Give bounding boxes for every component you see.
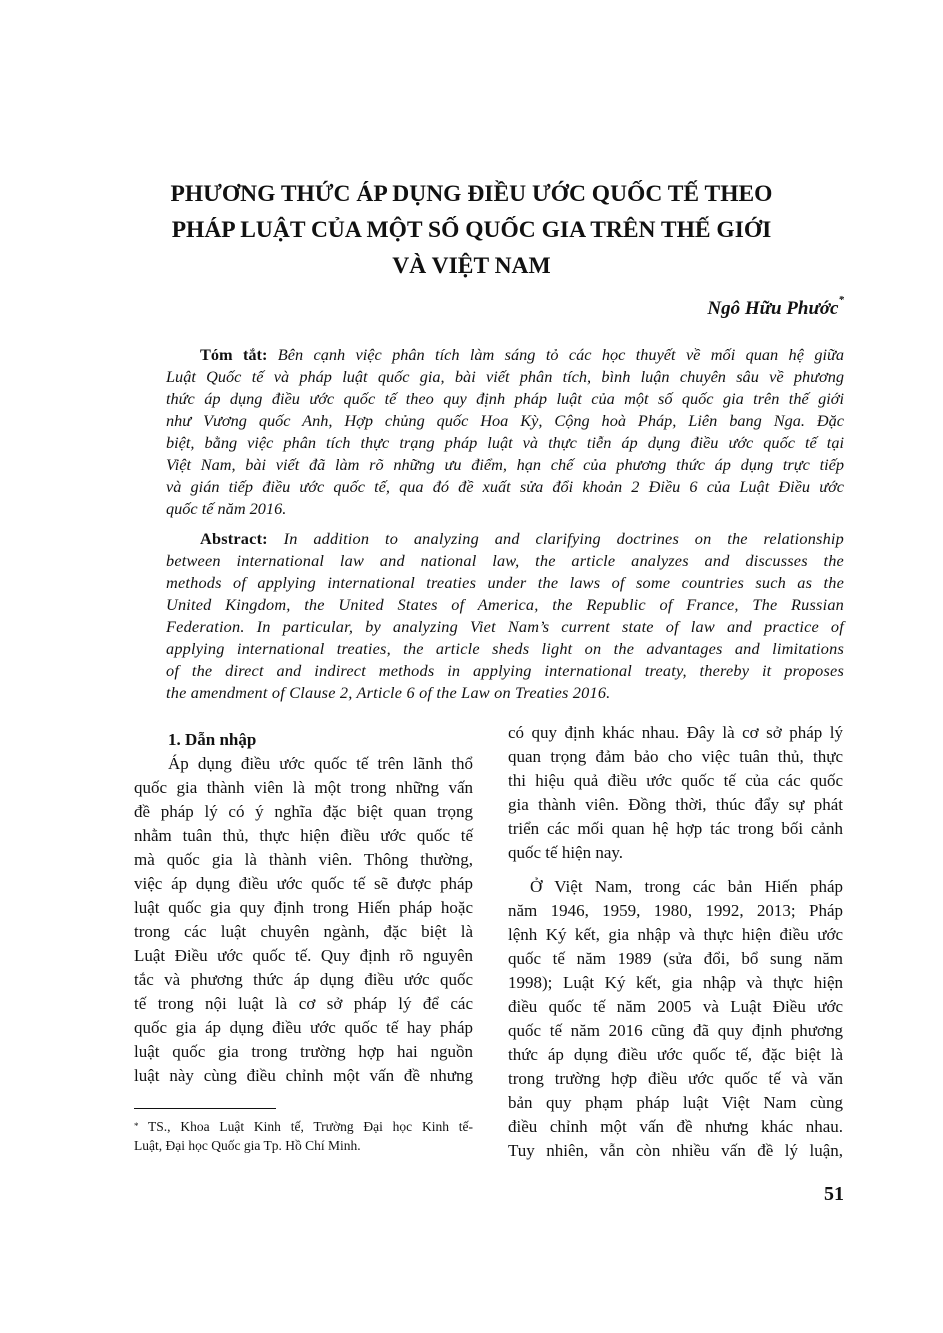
left-column xyxy=(134,728,473,1088)
body-line: đề pháp lý có ý nghĩa đặc biệt quan trọng xyxy=(134,802,473,821)
body-line: thi hiệu quả điều ước quốc tế của các quốc xyxy=(508,771,843,790)
body-line: tắc và phương thức áp dụng điều ước quốc xyxy=(134,970,473,989)
author-text: Ngô Hữu Phước xyxy=(707,298,839,319)
body-line: điều quốc tế năm 2005 và Luật Điều ước xyxy=(508,997,843,1016)
footnote-mark: * xyxy=(134,1121,139,1131)
body-line: lệnh Ký kết, gia nhập và thực hiện điều ước xyxy=(508,925,843,944)
summary-line: thức áp dụng điều ước quốc tế theo quy định pháp luật của một số quốc gia trên thế giới xyxy=(166,389,844,408)
body-line: nhằm tuân thủ, thực hiện điều ước quốc tế xyxy=(134,826,473,845)
body-line: quan trọng đảm bảo cho việc tuân thủ, thực xyxy=(508,747,843,766)
body-line: mà quốc gia là thành viên. Thông thường, xyxy=(134,850,473,869)
body-line: bản quy phạm pháp luật Việt Nam cùng xyxy=(508,1093,843,1112)
body-line: năm 1946, 1959, 1980, 1992, 2013; Pháp xyxy=(508,901,843,920)
abstract-line: the amendment of Clause 2, Article 6 of the Law on Treaties 2016. xyxy=(166,683,611,702)
body-line: luật này cùng điều chỉnh một vấn đề nhưng xyxy=(134,1066,473,1085)
summary-line: Tóm tắt: Bên cạnh việc phân tích làm sáng tỏ các học thuyết về mối quan hệ giữa xyxy=(200,345,845,364)
body-line: điều chỉnh một vấn đề nhưng khác nhau. xyxy=(508,1117,843,1136)
summary-line: Luật Quốc tế và pháp luật quốc gia, bài viết phân tích, bình luận chuyên sâu về phương xyxy=(166,367,844,386)
abstract-line: applying international treaties, the article sheds light on the advantages and limitations xyxy=(166,639,844,658)
summary-vietnamese xyxy=(166,344,844,520)
body-line: luật quốc gia quy định trong Hiến pháp hoặc xyxy=(134,898,473,917)
footnote-divider xyxy=(134,1108,276,1109)
page-number: 51 xyxy=(824,1183,844,1205)
author-footnote-mark: * xyxy=(838,294,844,306)
body-line: triển các mối quan hệ hợp tác trong bối cảnh xyxy=(508,819,843,838)
summary-line: quốc tế năm 2016. xyxy=(166,499,287,518)
body-line: quốc gia thành viên là một trong những vấn xyxy=(134,778,473,797)
abstract-line: between international law and national law, the article analyzes and discusses the xyxy=(166,551,844,570)
body-line: có quy định khác nhau. Đây là cơ sở pháp lý xyxy=(508,723,843,742)
summary-english xyxy=(166,528,844,704)
footnote-line: Luật, Đại học Quốc gia Tp. Hồ Chí Minh. xyxy=(134,1138,361,1153)
title-line: VÀ VIỆT NAM xyxy=(392,253,551,279)
body-line: Ở Việt Nam, trong các bản Hiến pháp xyxy=(530,877,843,896)
body-line: việc áp dụng điều ước quốc tế sẽ được pháp xyxy=(134,874,473,893)
summary-line: Việt Nam, bài viết đã làm rõ những ưu điểm, hạn chế của phương thức áp dụng trực tiếp xyxy=(166,455,844,474)
body-line: luật quốc gia trong trường hợp hai nguồn xyxy=(134,1042,473,1061)
footnote xyxy=(134,1117,473,1155)
summary-label: Tóm tắt: xyxy=(200,345,268,364)
body-line: tế trong nội luật là cơ sở pháp lý để các xyxy=(134,994,473,1013)
title-line: PHƯƠNG THỨC ÁP DỤNG ĐIỀU ƯỚC QUỐC TẾ THEO xyxy=(170,181,773,207)
abstract-line: Abstract: In addition to analyzing and clarifying doctrines on the relationship xyxy=(200,529,844,548)
author-name xyxy=(707,294,844,320)
summary-line: biệt, bằng việc phân tích thực trạng pháp luật và thực tiễn áp dụng điều ước quốc tế tại xyxy=(166,433,844,452)
body-line: quốc tế hiện nay. xyxy=(508,843,624,862)
right-column xyxy=(508,721,843,1163)
body-line: Áp dụng điều ước quốc tế trên lãnh thổ xyxy=(168,754,473,773)
body-line: quốc gia áp dụng điều ước quốc tế hay pháp xyxy=(134,1018,473,1037)
body-line: quốc tế năm 2016 cũng đã quy định phương xyxy=(508,1021,843,1040)
summary-line: như Vương quốc Anh, Hợp chủng quốc Hoa Kỳ, Cộng hoà Pháp, Liên bang Nga. Đặc xyxy=(166,411,844,430)
body-line: Luật Điều ước quốc tế. Quy định rõ nguyên xyxy=(134,946,473,965)
abstract-line: United Kingdom, the United States of America, the Republic of France, The Russian xyxy=(166,595,844,614)
title-line: PHÁP LUẬT CỦA MỘT SỐ QUỐC GIA TRÊN THẾ GIỚI xyxy=(171,217,772,243)
section-heading: 1. Dẫn nhập xyxy=(168,730,257,749)
body-line: quốc tế năm 1989 (sửa đổi, bổ sung năm xyxy=(508,949,843,968)
summary-line: và gián tiếp điều ước quốc tế, qua đó đề xuất sửa đổi khoản 2 Điều 6 của Luật Điều ước xyxy=(166,477,844,496)
body-line: 1998); Luật Ký kết, gia nhập và thực hiện xyxy=(508,973,843,992)
abstract-line: of the direct and indirect methods in applying international treaty, thereby it proposes xyxy=(166,661,844,680)
body-line: trong các luật chuyên ngành, đặc biệt là xyxy=(134,922,473,941)
body-line: gia thành viên. Đồng thời, thúc đẩy sự phát xyxy=(508,795,843,814)
abstract-line: Federation. In particular, by analyzing Viet Nam’s current state of law and practice of xyxy=(166,617,844,636)
body-line: Tuy nhiên, vẫn còn nhiều vấn đề lý luận, xyxy=(508,1141,843,1160)
body-line: thức áp dụng điều ước quốc tế, đặc biệt là xyxy=(508,1045,843,1064)
article-title xyxy=(100,176,843,284)
body-line: trong trường hợp điều ước quốc tế và văn xyxy=(508,1069,843,1088)
footnote-line: * TS., Khoa Luật Kinh tế, Trường Đại học Kinh tế- xyxy=(134,1119,473,1134)
abstract-label: Abstract: xyxy=(200,529,268,548)
abstract-line: methods of applying international treaties under the laws of some countries such as the xyxy=(166,573,844,592)
